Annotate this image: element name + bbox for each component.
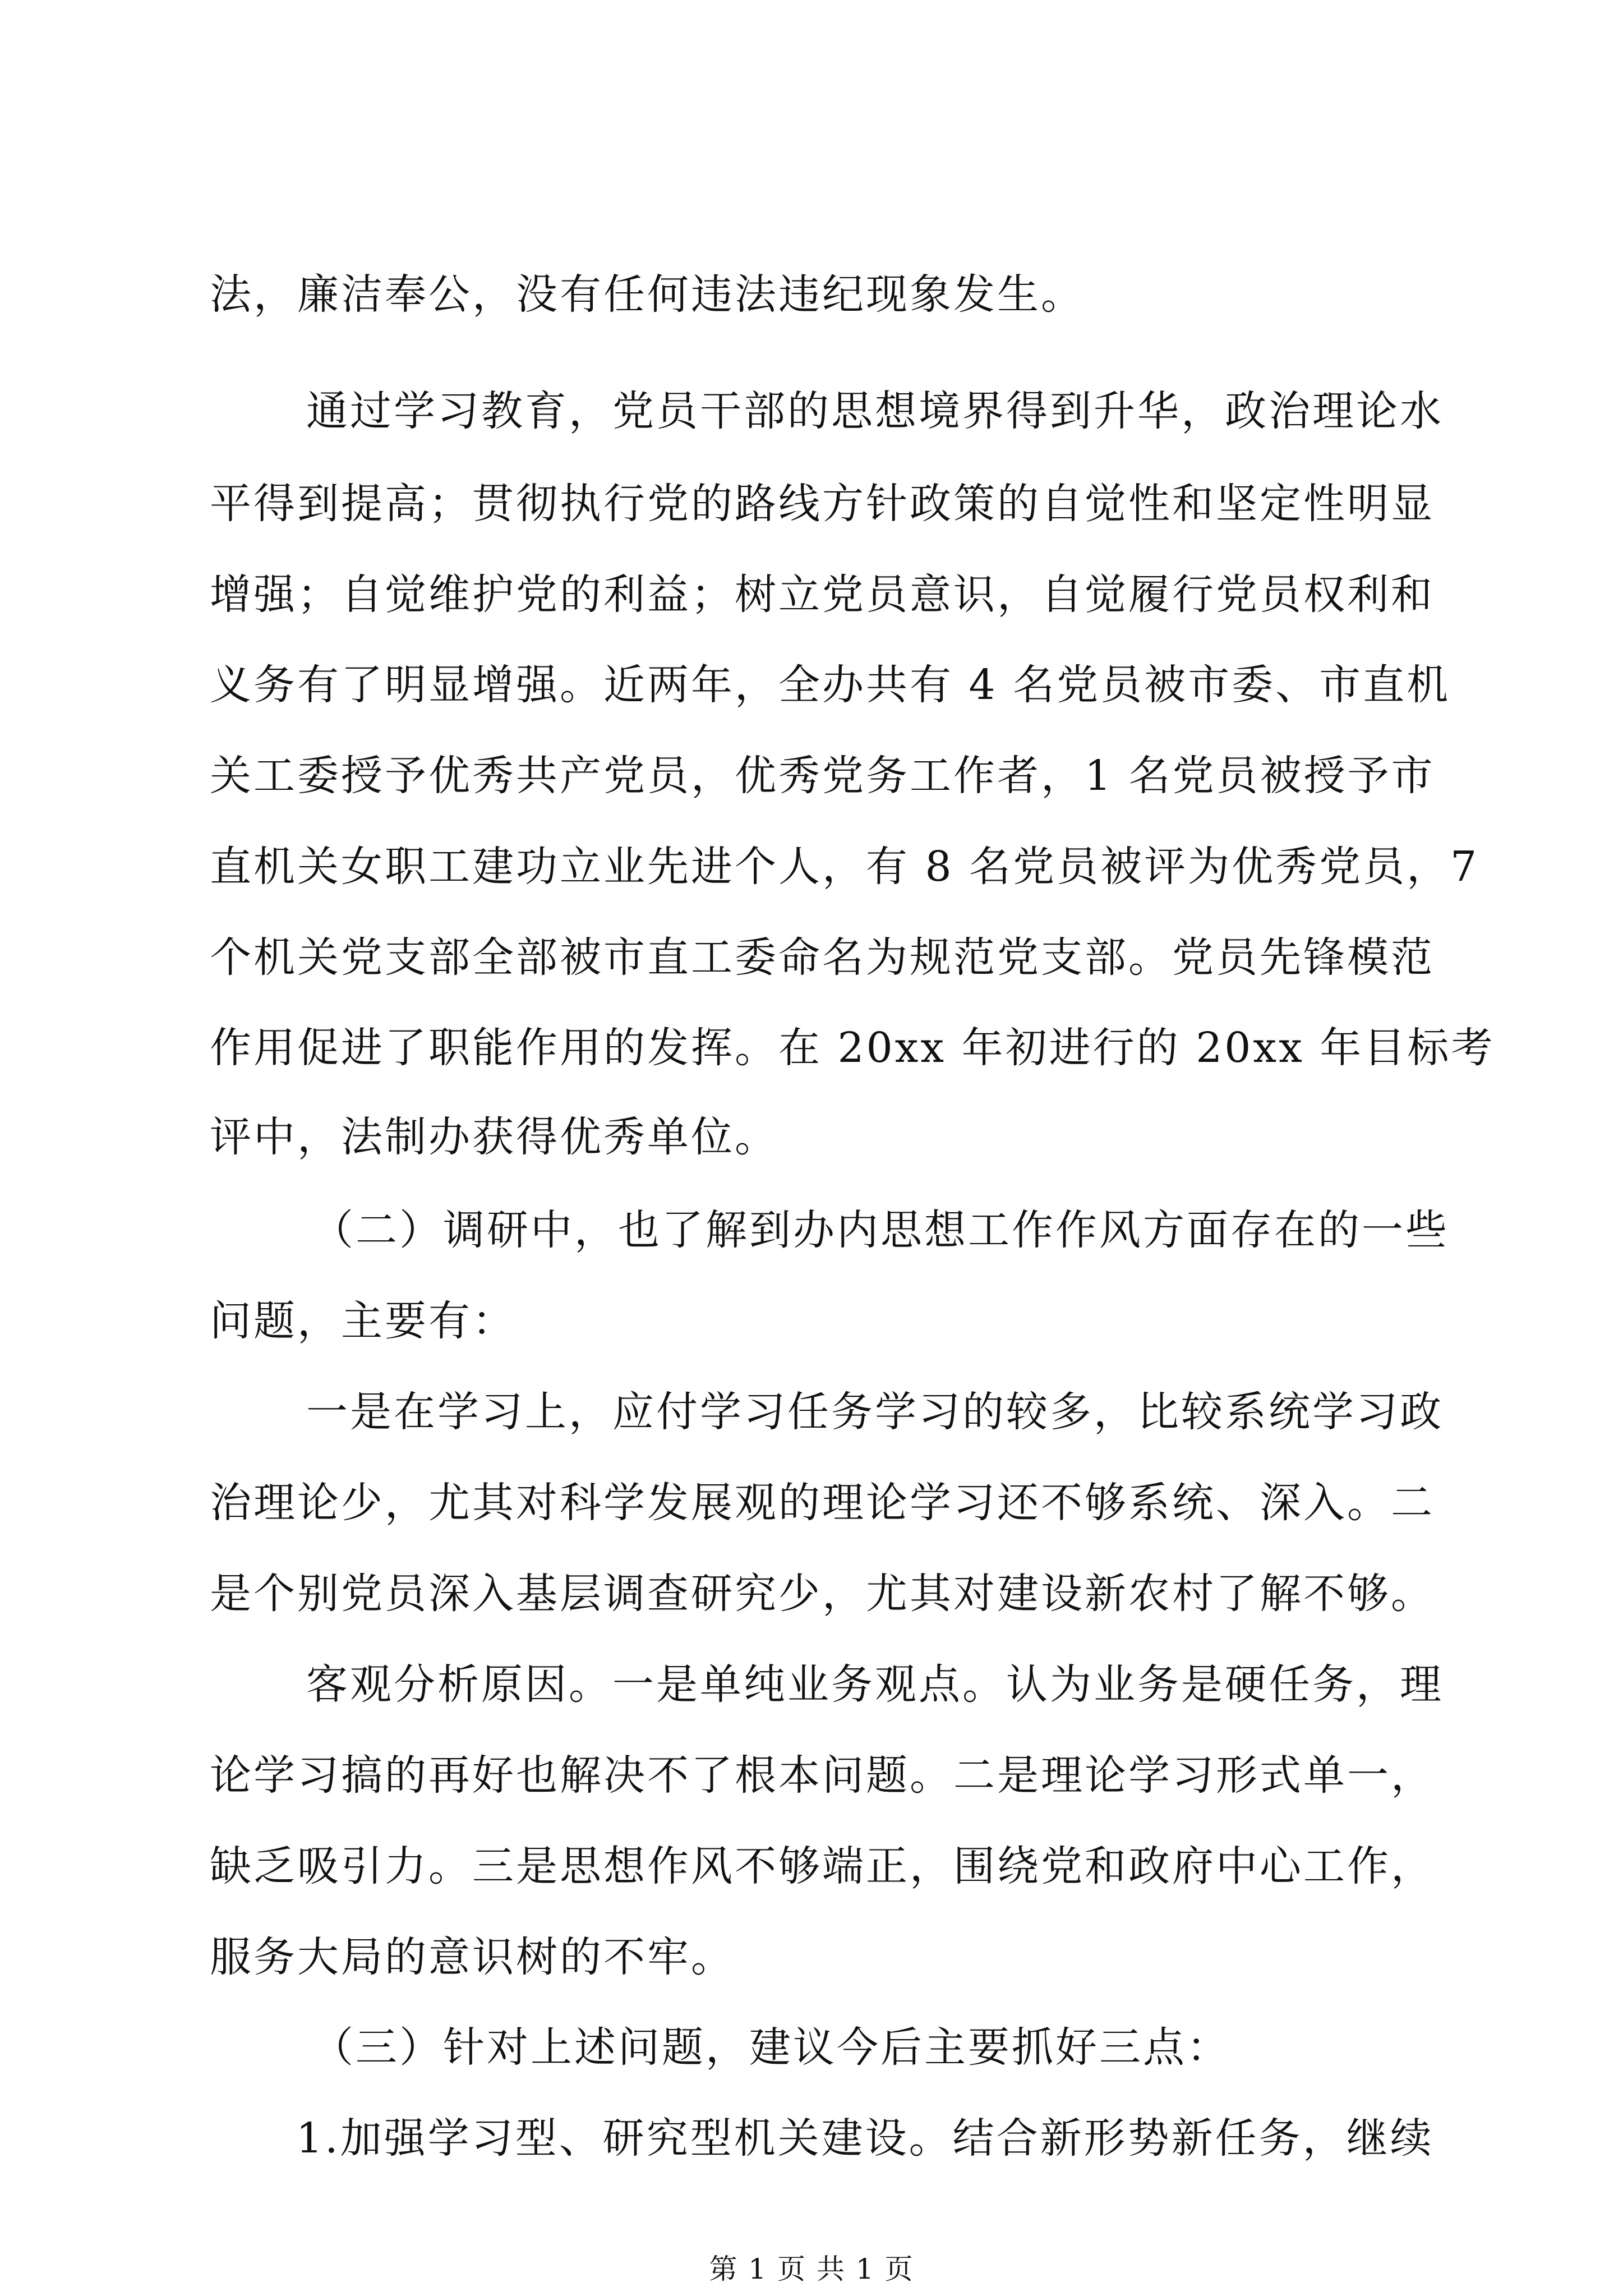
text-line: 义务有了明显增强。近两年，全办共有 4 名党员被市委、市直机 [210,661,1451,709]
text-line: 问题，主要有： [210,1297,516,1345]
text-line: 增强；自觉维护党的利益；树立党员意识，自觉履行党员权利和 [210,570,1435,619]
text-line: 法，廉洁奉公，没有任何违法违纪现象发生。 [210,270,1085,319]
text-line: 论学习搞的再好也解决不了根本问题。二是理论学习形式单一， [210,1751,1435,1800]
text-line: 服务大局的意识树的不牢。 [210,1933,735,1981]
text-line: 一是在学习上，应付学习任务学习的较多，比较系统学习政 [306,1388,1444,1436]
text-line: 缺乏吸引力。三是思想作风不够端正，围绕党和政府中心工作， [210,1842,1435,1890]
text-line: 通过学习教育，党员干部的思想境界得到升华，政治理论水 [306,387,1444,435]
text-line: 平得到提高；贯彻执行党的路线方针政策的自觉性和坚定性明显 [210,480,1435,528]
text-line: （二）调研中，也了解到办内思想工作作风方面存在的一些 [312,1206,1449,1254]
text-line: 个机关党支部全部被市直工委命名为规范党支部。党员先锋模范 [210,933,1435,982]
text-line: 作用促进了职能作用的发挥。在 20xx 年初进行的 20xx 年目标考 [210,1024,1495,1072]
text-line: 直机关女职工建功立业先进个人，有 8 名党员被评为优秀党员，7 [210,843,1479,891]
text-line: 评中，法制办获得优秀单位。 [210,1113,778,1161]
text-line: 是个别党员深入基层调查研究少，尤其对建设新农村了解不够。 [210,1570,1435,1618]
text-line: 客观分析原因。一是单纯业务观点。认为业务是硬任务，理 [306,1660,1444,1709]
page-number-footer: 第 1 页 共 1 页 [709,2253,914,2285]
text-line: 治理论少，尤其对科学发展观的理论学习还不够系统、深入。二 [210,1479,1435,1527]
text-line: （三）针对上述问题，建议今后主要抓好三点： [312,2023,1230,2072]
text-line: 关工委授予优秀共产党员，优秀党务工作者，1 名党员被授予市 [210,752,1435,800]
text-line: 1.加强学习型、研究型机关建设。结合新形势新任务，继续 [296,2114,1434,2162]
